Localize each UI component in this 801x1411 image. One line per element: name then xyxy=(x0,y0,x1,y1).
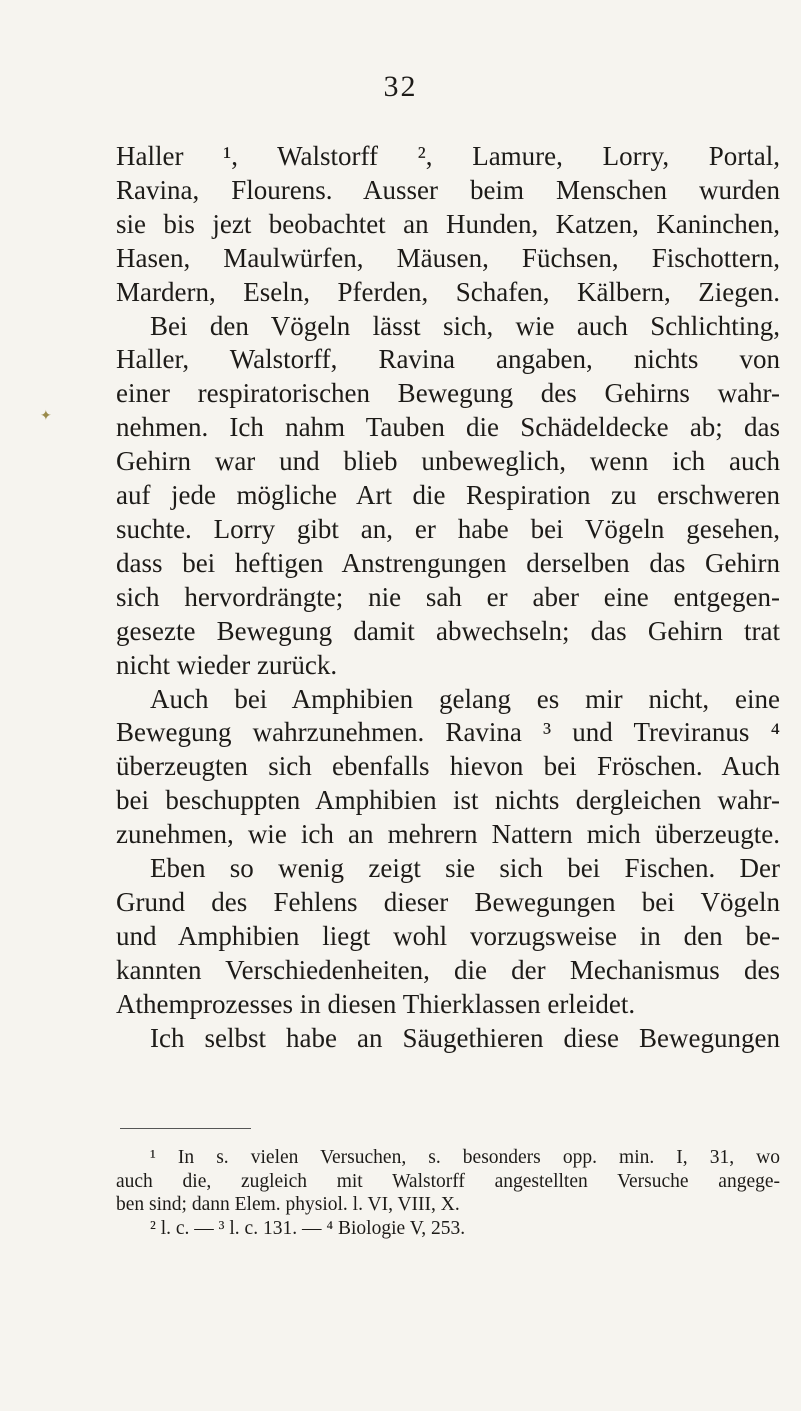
text-line: Haller ¹, Walstorff ², Lamure, Lorry, Portal, xyxy=(116,141,780,171)
text-line: Grund des Fehlens dieser Bewegungen bei Vögeln xyxy=(116,886,780,917)
body-text xyxy=(116,140,780,1055)
text-line: Bewegung wahrzunehmen. Ravina ³ und Treviranus ⁴ xyxy=(116,717,780,748)
text-line: Mardern, Eseln, Pferden, Schafen, Kälbern, Ziegen. xyxy=(116,276,780,307)
text-line: Hasen, Maulwürfen, Mäusen, Füchsen, Fischottern, xyxy=(116,242,780,273)
text-line: zunehmen, wie ich an mehrern Nattern mich überzeugte. xyxy=(116,819,780,850)
footnote-divider xyxy=(120,1128,251,1129)
text-line: gesezte Bewegung damit abwechseln; das Gehirn trat xyxy=(116,615,780,646)
footnote-line: ² l. c. — ³ l. c. 131. — ⁴ Biologie V, 253. xyxy=(150,1217,466,1239)
text-line: nicht wieder zurück. xyxy=(116,649,338,680)
text-line: kannten Verschiedenheiten, die der Mechanismus des xyxy=(116,954,780,985)
text-line: Athemprozesses in diesen Thierklassen erleidet. xyxy=(116,988,636,1019)
text-line: auf jede mögliche Art die Respiration zu erschweren xyxy=(116,480,780,511)
text-line: bei beschuppten Amphibien ist nichts dergleichen wahr- xyxy=(116,785,780,816)
text-line: suchte. Lorry gibt an, er habe bei Vögeln gesehen, xyxy=(116,513,780,544)
text-line: sich hervordrängte; nie sah er aber eine entgegen- xyxy=(116,581,780,612)
footnotes xyxy=(116,1146,780,1240)
text-line: sie bis jezt beobachtet an Hunden, Katzen, Kaninchen, xyxy=(116,208,780,239)
text-line: Haller, Walstorff, Ravina angaben, nichts von xyxy=(116,344,780,375)
text-line: und Amphibien liegt wohl vorzugsweise in den be- xyxy=(116,920,780,951)
footnote-line: ben sind; dann Elem. physiol. l. VI, VIII, X. xyxy=(116,1194,460,1215)
text-line: einer respiratorischen Bewegung des Gehirns wahr- xyxy=(116,378,780,409)
text-line: Ravina, Flourens. Ausser beim Menschen wurden xyxy=(116,174,780,205)
text-line: Ich selbst habe an Säugethieren diese Bewegungen xyxy=(150,1022,780,1053)
text-line: dass bei heftigen Anstrengungen derselben das Gehirn xyxy=(116,547,780,578)
margin-mark-icon: ✦ xyxy=(40,409,52,424)
text-line: Bei den Vögeln lässt sich, wie auch Schlichting, xyxy=(150,310,780,341)
footnote-line: ¹ In s. vielen Versuchen, s. besonders opp. min. I, 31, wo xyxy=(150,1147,780,1168)
text-line: Gehirn war und blieb unbeweglich, wenn ich auch xyxy=(116,446,780,477)
page-number: 32 xyxy=(383,70,418,103)
text-line: überzeugten sich ebenfalls hievon bei Fröschen. Auch xyxy=(116,751,780,782)
text-line: Auch bei Amphibien gelang es mir nicht, eine xyxy=(150,683,780,714)
text-line: Eben so wenig zeigt sie sich bei Fischen. Der xyxy=(150,853,780,884)
footnote-line: auch die, zugleich mit Walstorff angestellten Versuche angege- xyxy=(116,1170,780,1192)
text-line: nehmen. Ich nahm Tauben die Schädeldecke ab; das xyxy=(116,412,780,443)
